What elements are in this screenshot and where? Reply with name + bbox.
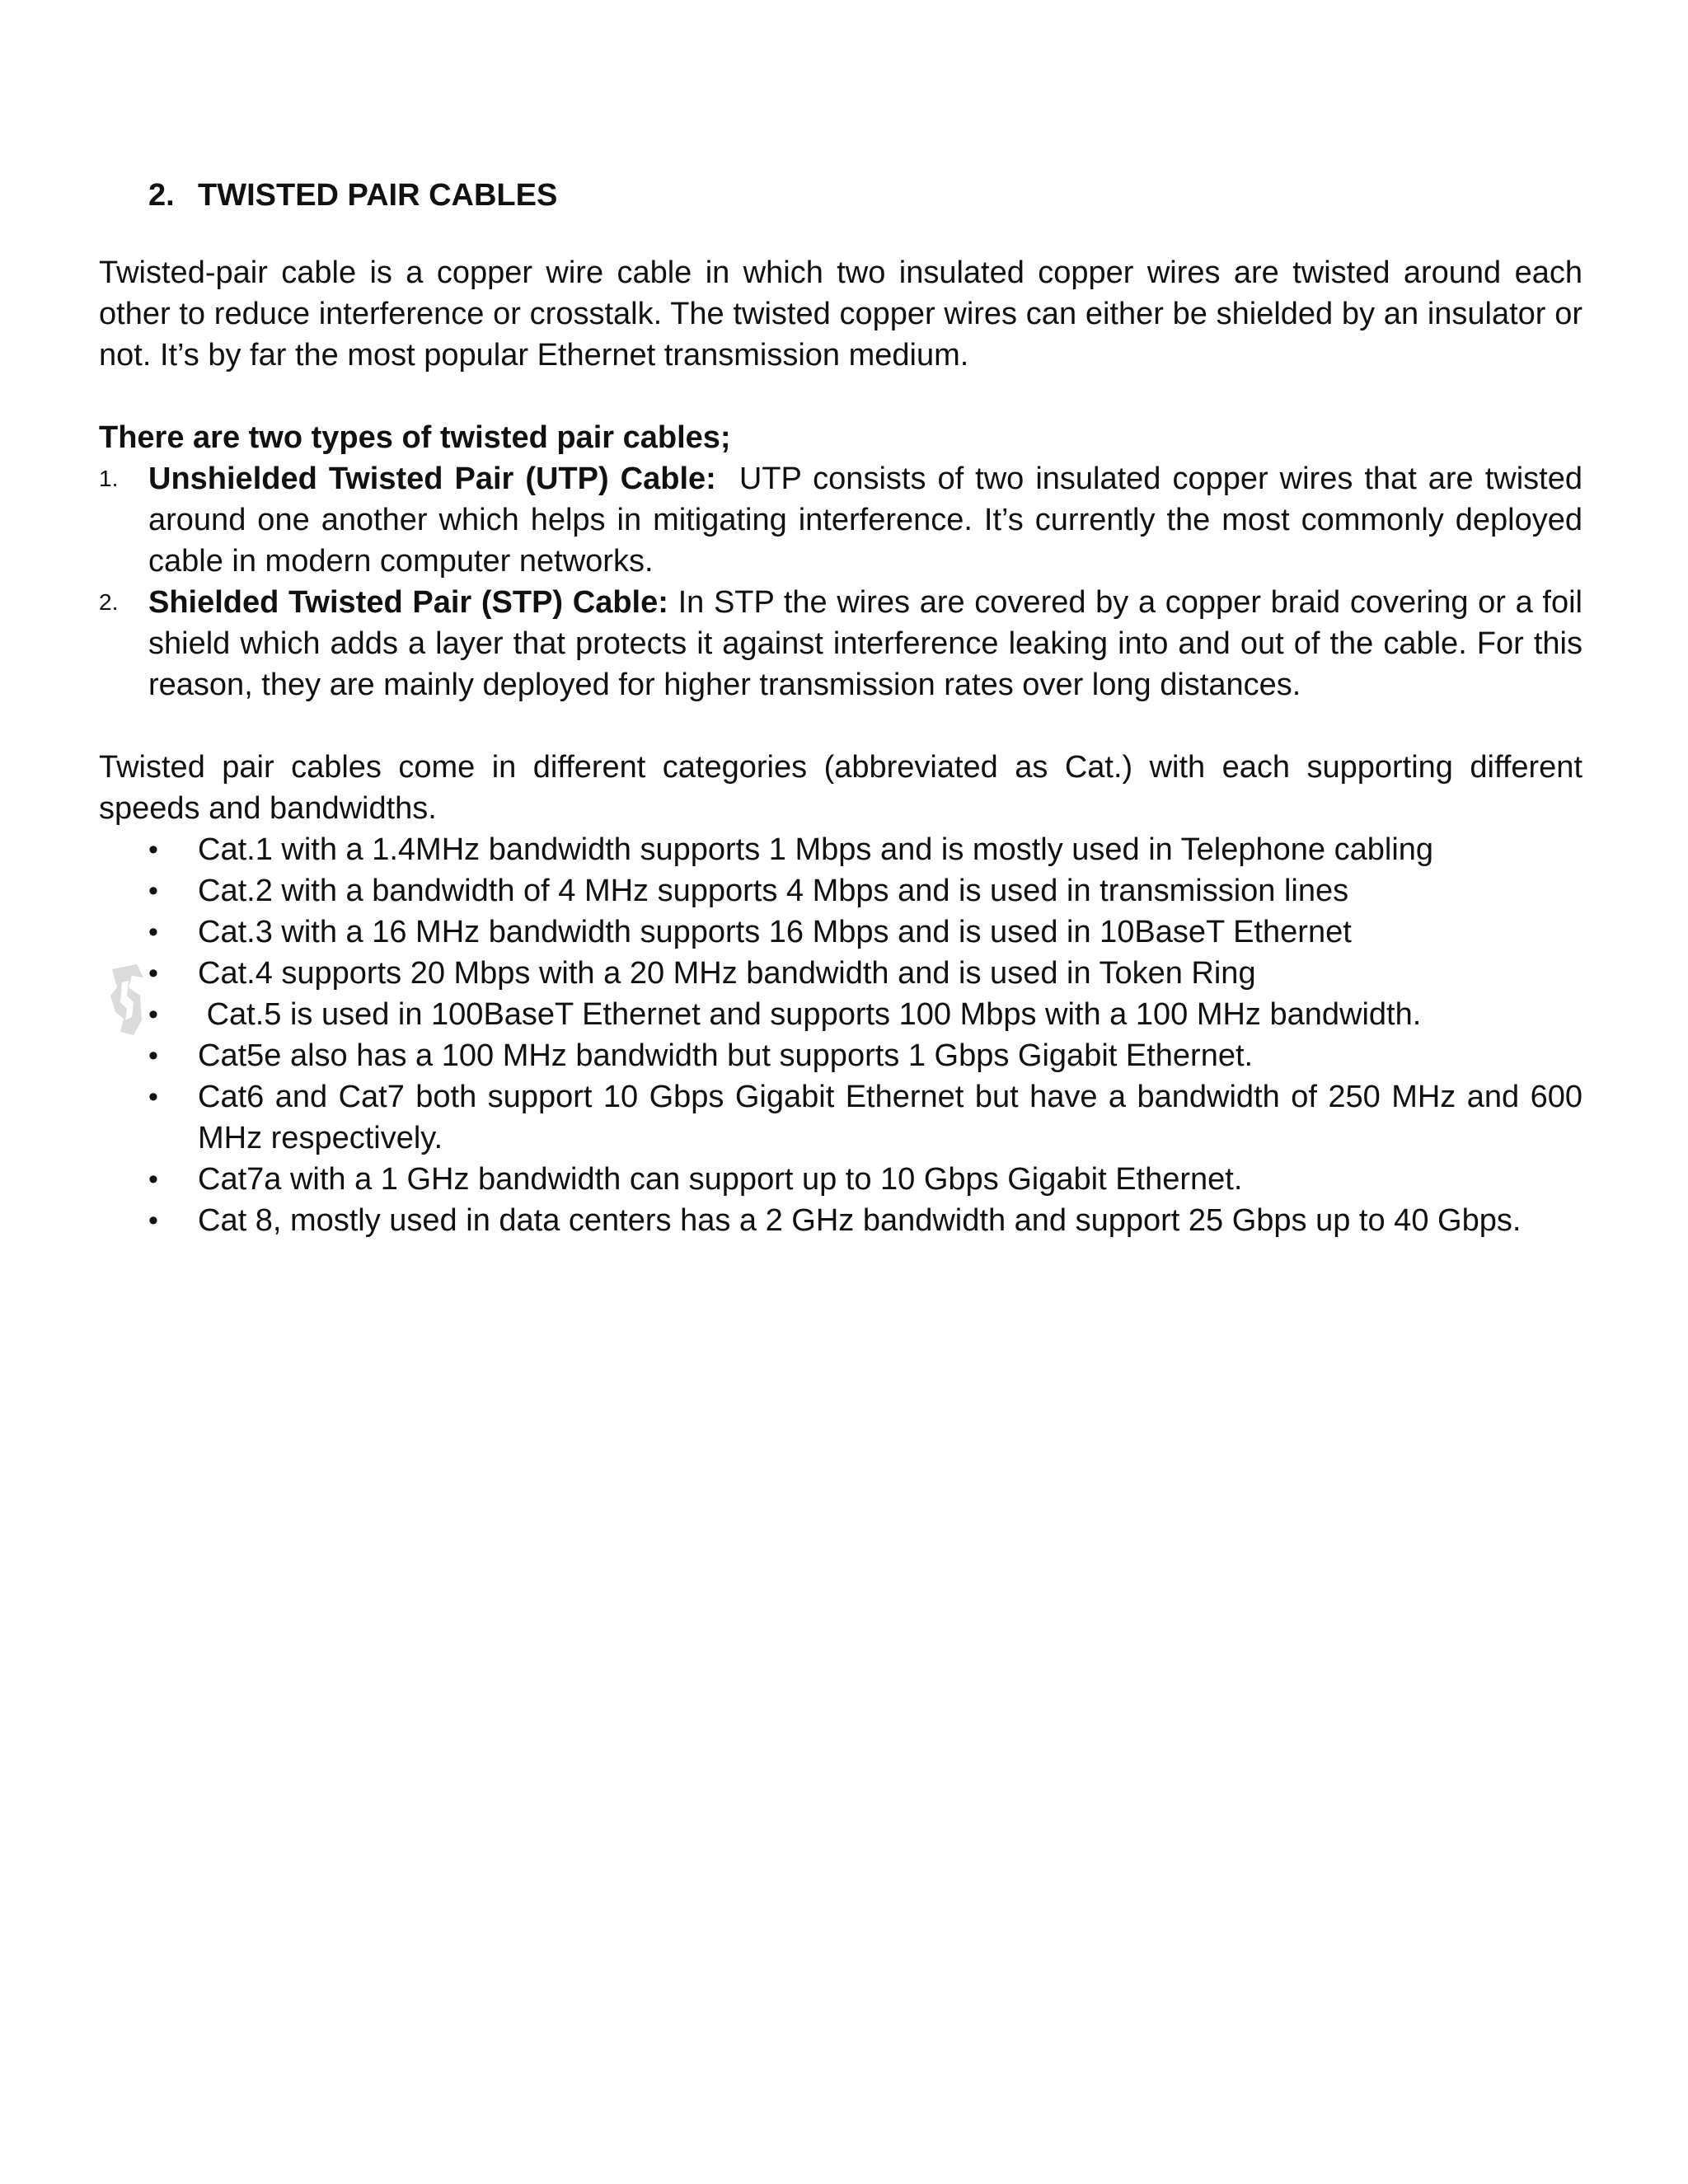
category-text: Cat.2 with a bandwidth of 4 MHz supports 4 Mbps and is used in transmission lines: [198, 874, 1349, 908]
bullet-icon: •: [148, 916, 158, 948]
list-item: [148, 994, 1582, 1035]
list-item: [148, 870, 1582, 912]
categories-list: [99, 829, 1582, 1241]
category-text: Cat.1 with a 1.4MHz bandwidth supports 1 Mbps and is mostly used in Telephone cabling: [198, 832, 1434, 867]
stp-description: In STP the wires are covered by a copper braid covering or a foil shield which adds a layer that protects it against interference leaking into and out of the cable. For this reason, they are mainly deployed for higher transmission rates over long distances.: [148, 585, 1582, 702]
section-title: TWISTED PAIR CABLES: [198, 178, 558, 213]
intro-paragraph: Twisted-pair cable is a copper wire cable in which two insulated copper wires are twisted around each other to reduce interference or crosstalk. The twisted copper wires can either be shielded by an insulator or not. It’s by far the most popular Ethernet transmission medium.: [99, 255, 1582, 373]
bullet-icon: •: [148, 834, 158, 865]
list-item: [148, 1035, 1582, 1076]
bullet-icon: •: [148, 1081, 158, 1113]
term-stp: Shielded Twisted Pair (STP) Cable:: [148, 585, 668, 620]
list-item: [148, 1076, 1582, 1159]
category-text: Cat7a with a 1 GHz bandwidth can support up to 10 Gbps Gigabit Ethernet.: [198, 1162, 1243, 1197]
list-item: [148, 1200, 1582, 1241]
section-heading: [148, 175, 1582, 216]
utp-description: UTP consists of two insulated copper wires that are twisted around one another which helps in mitigating interference. It’s currently the most commonly deployed cable in modern computer networks.: [148, 462, 1582, 579]
category-text: Cat.4 supports 20 Mbps with a 20 MHz bandwidth and is used in Token Ring: [198, 956, 1256, 991]
spacer: [99, 705, 1582, 747]
document-body: [99, 175, 1582, 1241]
list-marker: 2.: [99, 589, 119, 615]
bullet-icon: •: [148, 999, 158, 1030]
section-number: 2.: [148, 178, 175, 213]
category-text: Cat6 and Cat7 both support 10 Gbps Gigabit Ethernet but have a bandwidth of 250 MHz and 600 MHz respectively.: [198, 1080, 1582, 1155]
list-item-body: [148, 458, 1582, 582]
list-item: [148, 829, 1582, 870]
category-text: Cat 8, mostly used in data centers has a 2 GHz bandwidth and support 25 Gbps up to 40 Gbps.: [198, 1203, 1522, 1238]
list-item: [99, 582, 1582, 705]
bullet-icon: •: [148, 958, 158, 989]
term-utp: Unshielded Twisted Pair (UTP) Cable:: [148, 462, 716, 496]
category-text: Cat.3 with a 16 MHz bandwidth supports 16 Mbps and is used in 10BaseT Ethernet: [198, 915, 1352, 949]
categories-intro: Twisted pair cables come in different categories (abbreviated as Cat.) with each supporting different speeds and bandwidths.: [99, 750, 1582, 826]
bullet-icon: •: [148, 1040, 158, 1071]
bullet-icon: •: [148, 875, 158, 907]
list-item: [99, 458, 1582, 582]
spacer: [99, 376, 1582, 417]
types-list: [99, 458, 1582, 705]
category-text: Cat.5 is used in 100BaseT Ethernet and supports 100 Mbps with a 100 MHz bandwidth.: [198, 997, 1422, 1032]
list-item: [148, 1159, 1582, 1200]
list-item-body: [148, 582, 1582, 705]
list-item: [148, 953, 1582, 994]
types-title: There are two types of twisted pair cables;: [99, 420, 731, 455]
category-text: Cat5e also has a 100 MHz bandwidth but supports 1 Gbps Gigabit Ethernet.: [198, 1038, 1254, 1073]
list-marker: 1.: [99, 466, 119, 491]
bullet-icon: •: [148, 1205, 158, 1236]
list-item: [148, 912, 1582, 953]
bullet-icon: •: [148, 1164, 158, 1195]
